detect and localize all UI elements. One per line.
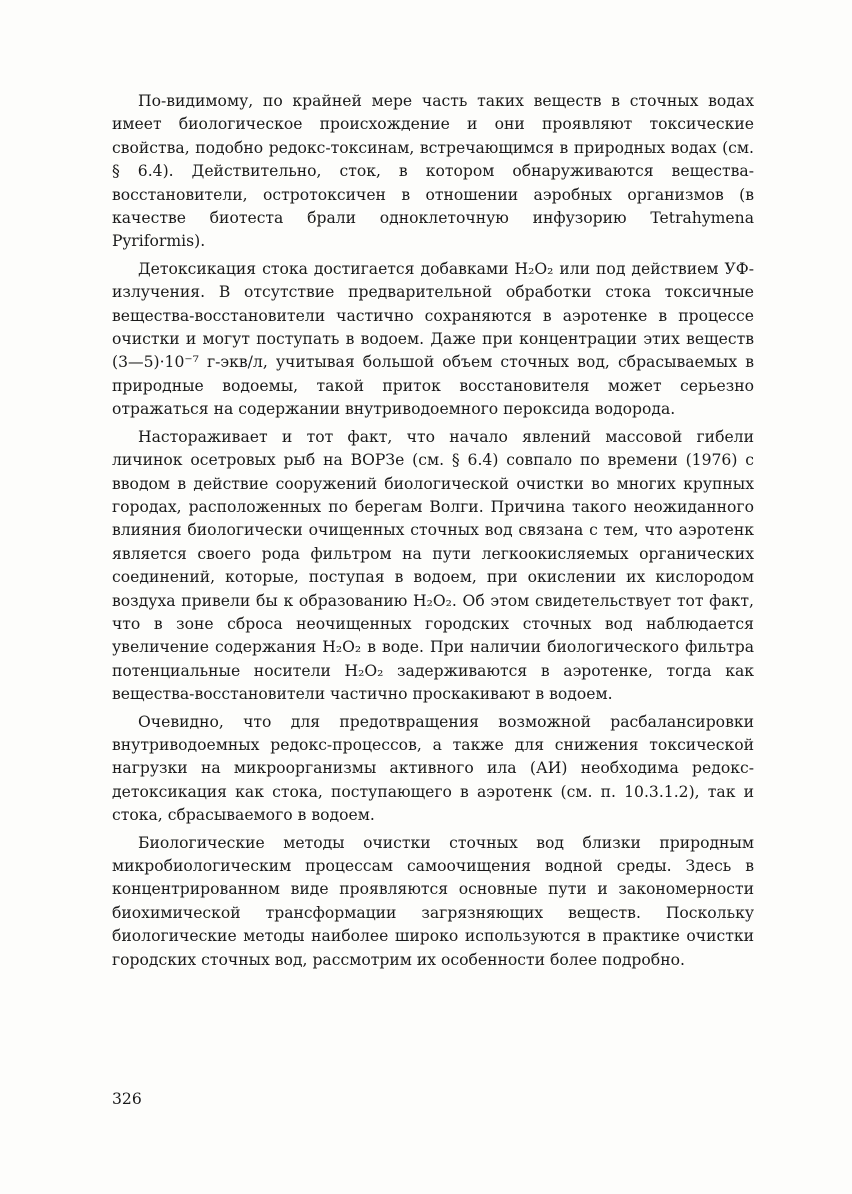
page-number: 326 xyxy=(112,1090,142,1108)
paragraph-4: Очевидно, что для предотвращения возможной расбалансировки внутриводоемных редокс-процессов, а также для снижения токсической нагрузки на микроорганизмы активного ила (АИ) необходима редокс-детоксикация как стока, поступающего в аэротенк (см. п. 10.3.1.2), так и стока, сбрасываемого в водоем. xyxy=(112,712,754,825)
paragraph-2: Детоксикация стока достигается добавками H₂O₂ или под действием УФ-излучения. В отсутствие предварительной обработки стока токсичные вещества-восстановители частично сохраняются в аэротенке в процессе очистки и могут поступать в водоем. Даже при концентрации этих веществ (3—5)·10⁻⁷ г-экв/л, учитывая большой объем сточных вод, сбрасываемых в природные водоемы, такой приток восстановителя может серьезно отражаться на содержании внутриводоемного пероксида водорода. xyxy=(112,259,754,419)
paragraph-3: Настораживает и тот факт, что начало явлений массовой гибели личинок осетровых рыб на ВОРЗе (см. § 6.4) совпало по времени (1976) с вводом в действие сооружений биологической очистки во многих крупных городах, расположенных по берегам Волги. Причина такого неожиданного влияния биологически очищенных сточных вод связана с тем, что аэротенк является своего рода фильтром на пути легкоокисляемых органических соединений, которые, поступая в водоем, при окислении их кислородом воздуха привели бы к образованию H₂O₂. Об этом свидетельствует тот факт, что в зоне сброса неочищенных городских сточных вод наблюдается увеличение содержания H₂O₂ в воде. При наличии биологического фильтра потенциальные носители H₂O₂ задерживаются в аэротенке, тогда как вещества-восстановители частично проскакивают в водоем. xyxy=(112,427,754,704)
paragraph-1: По-видимому, по крайней мере часть таких веществ в сточных водах имеет биологическое происхождение и они проявляют токсические свойства, подобно редокс-токсинам, встречающимся в природных водах (см. § 6.4). Действительно, сток, в котором обнаруживаются вещества-восстановители, остротоксичен в отношении аэробных организмов (в качестве биотеста брали одноклеточную инфузорию Tetrahymena Pyriformis). xyxy=(112,92,754,251)
body-text xyxy=(112,90,754,972)
paragraph-5: Биологические методы очистки сточных вод близки природным микробиологическим процессам самоочищения водной среды. Здесь в концентрированном виде проявляются основные пути и закономерности биохимической трансформации загрязняющих веществ. Поскольку биологические методы наиболее широко используются в практике очистки городских сточных вод, рассмотрим их особенности более подробно. xyxy=(112,833,754,969)
